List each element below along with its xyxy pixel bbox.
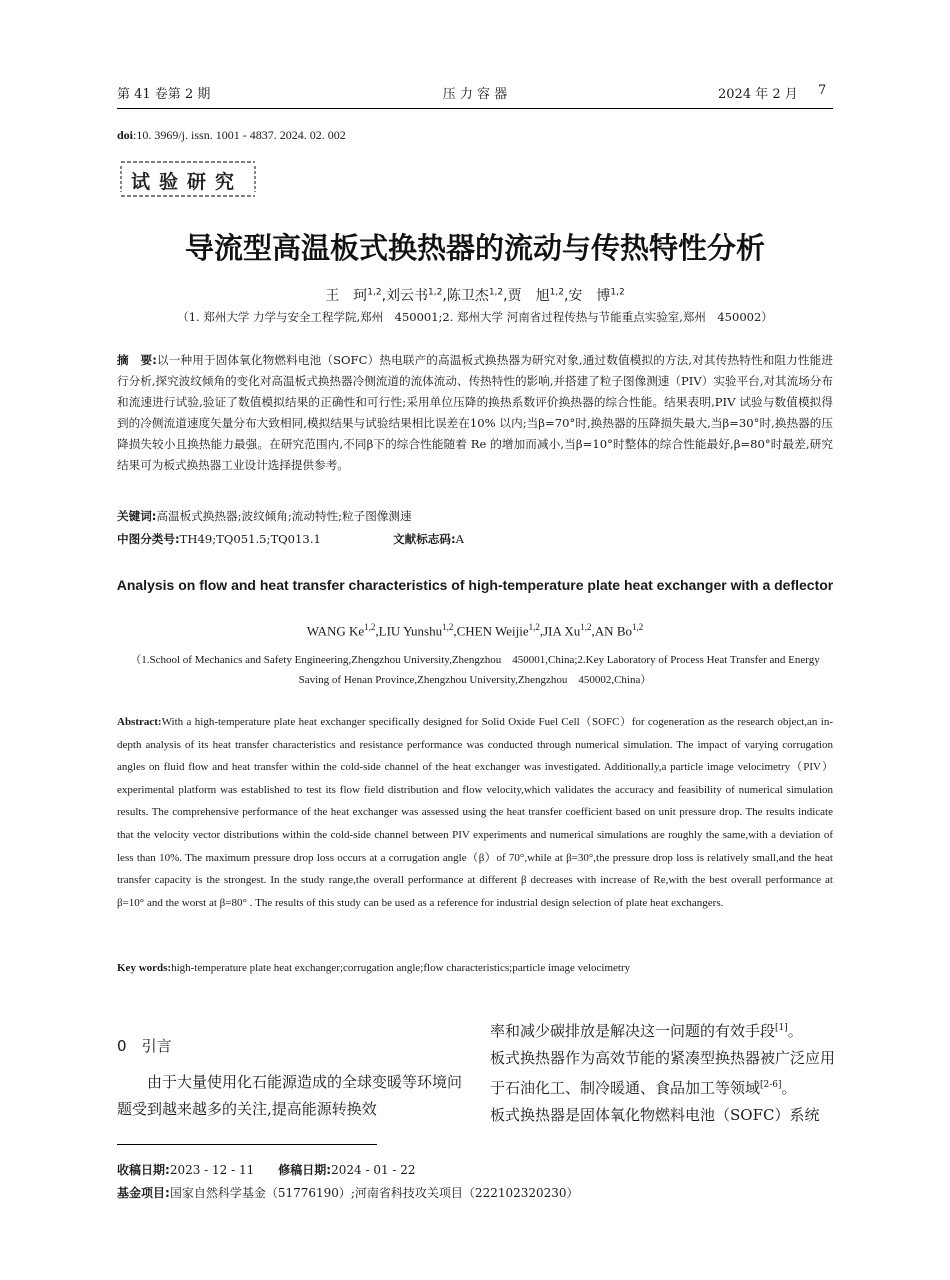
keywords-en-text: high-temperature plate heat exchanger;corrugation angle;flow characteristics;particle image velocimetry	[171, 962, 631, 974]
doc-code-value: A	[455, 532, 464, 546]
funding-value: 国家自然科学基金（51776190）;河南省科技攻关项目（222102320230）	[169, 1186, 579, 1200]
author-5: ,安 博	[563, 288, 611, 304]
abstract-cn-text: 以一种用于固体氧化物燃料电池（SOFC）热电联产的高温板式换热器为研究对象,通过数值模拟的方法,对其传热特性和阻力性能进行分析,探究波纹倾角的变化对高温板式换热器冷侧流道的流体流动、传热特性的影响,并搭建了粒子图像测速（PIV）实验平台,对其流场分布和流速进行试验,验证了数值模拟结果的正确性和可行性;采用单位压降的换热系数评价换热器的综合性能。结果表明,PIV 试验与数值模拟得到的冷侧流道速度矢量分布大致相同,模拟结果与试验结果相比误差在10% 以内;当β=70°时,换热器的压降损失最大,当β=30°时,换热器的压降损失较小且换热能力最强。在研究范围内,不同β下的综合性能随着 Re 的增加而减小,当β=10°时整体的综合性能最好,β=80°时最差,研究结果可为板式换热器工业设计选择提供参考。	[117, 353, 833, 472]
header-page-number: 7	[818, 83, 827, 98]
section-title: 引言	[141, 1037, 172, 1055]
modified-value: 2024 - 01 - 22	[331, 1163, 416, 1177]
keywords-en	[117, 957, 833, 980]
author-3: ,陈卫杰	[442, 288, 489, 304]
abstract-en-label: Abstract:	[117, 716, 162, 728]
abstract-cn	[117, 350, 833, 476]
author-2: ,刘云书	[381, 288, 429, 304]
citation-ref: [1]	[775, 1023, 788, 1033]
author-en-5: ,AN Bo	[591, 623, 632, 639]
intro-right-end-2: 。	[781, 1079, 797, 1097]
keywords-cn	[117, 508, 412, 524]
footnote-dates	[117, 1161, 416, 1178]
footnote-rule	[117, 1144, 377, 1145]
authors-en	[0, 622, 950, 639]
received-value: 2023 - 12 - 11	[169, 1163, 255, 1177]
column-badge	[117, 158, 259, 200]
header-date: 2024 年 2 月	[718, 87, 798, 102]
abstract-en-text: With a high-temperature plate heat exchanger specifically designed for Solid Oxide Fuel Cell（SOFC）for cogeneration as the research object,an in-depth analysis of its heat transfer characteristics and resistance performance was conducted through numerical simulation. The impact of varying corrugation angles on fluid flow and heat transfer within the cold-side channel of the heat exchanger was investigated. Additionally,a particle image velocimetry（PIV）experimental platform was established to test its flow field distribution and flow velocity,which validates the accuracy and feasibility of numerical simulation results. The comprehensive performance of the heat exchanger was assessed using the heat transfer coefficient based on unit pressure drop. The results indicate that the velocity vector distributions within the cold-side channel between PIV experiments and numerical simulations are roughly the same,with a deviation of less than 10%. The maximum pressure drop loss occurs at a corrugation angle（β）of 70°,while at β=30°,the pressure drop loss is relatively small,and the heat transfer capacity is the strongest. In the study range,the overall performance at different β decreases with increase of Re,with the best overall performance at β=10° and the worst at β=80° . The results of this study can be used as a reference for industrial design selection of plate heat exchangers.	[117, 716, 833, 909]
modified-label: 修稿日期:	[278, 1163, 332, 1177]
paper-title-en: Analysis on flow and heat transfer characteristics of high-temperature plate heat exchanger with a deflector	[116, 577, 834, 593]
doc-code-line	[393, 531, 464, 547]
intro-left-column: 由于大量使用化石能源造成的全球变暖等环境问题受到越来越多的关注,提高能源转换效	[117, 1073, 463, 1118]
author-sup: 1,2	[364, 622, 376, 632]
affiliation-cn: （1. 郑州大学 力学与安全工程学院,郑州 450001;2. 郑州大学 河南省过程传热与节能重点实验室,郑州 450002）	[177, 310, 773, 324]
clc-label: 中图分类号:	[117, 532, 180, 546]
intro-right-text-2: 板式换热器作为高效节能的紧凑型换热器被广泛应用于石油化工、制冷暖通、食品加工等领域	[490, 1049, 836, 1097]
author-sup: 1,2	[488, 287, 504, 298]
author-sup: 1,2	[442, 622, 454, 632]
paper-title-cn: 导流型高温板式换热器的流动与传热特性分析	[184, 231, 765, 265]
author-sup: 1,2	[528, 622, 540, 632]
doc-code-label: 文献标志码:	[393, 532, 456, 546]
intro-right-text-1: 率和减少碳排放是解决这一问题的有效手段	[490, 1022, 776, 1040]
keywords-cn-text: 高温板式换热器;波纹倾角;流动特性;粒子图像测速	[156, 509, 412, 523]
doi-label: doi	[117, 128, 134, 142]
author-sup: 1,2	[632, 622, 644, 632]
badge-text: 试验研究	[131, 171, 244, 193]
keywords-en-label: Key words:	[117, 962, 172, 974]
intro-right-line-2	[490, 1045, 835, 1102]
section-number: 0	[117, 1037, 127, 1055]
section-heading	[117, 1035, 172, 1056]
intro-right-line-3: 板式换热器是固体氧化物燃料电池（SOFC）系统	[490, 1106, 820, 1124]
clc-value: TH49;TQ051.5;TQ013.1	[179, 532, 321, 546]
received-label: 收稿日期:	[117, 1163, 170, 1177]
abstract-cn-label: 摘 要:	[117, 353, 157, 367]
funding-label: 基金项目:	[117, 1186, 170, 1200]
intro-right-end-1: 。	[787, 1022, 803, 1040]
keywords-cn-label: 关键词:	[117, 509, 157, 523]
author-en-2: ,LIU Yunshu	[375, 623, 443, 639]
author-sup: 1,2	[428, 287, 443, 298]
author-1: 王 珂	[325, 288, 368, 304]
affiliation-en: （1.School of Mechanics and Safety Engineering,Zhengzhou University,Zhengzhou 450001,China;2.Key Laboratory of Process Heat Transfer and Energy Saving of Henan Province,Zhengzhou University,Zhengzhou 450002,China）	[130, 654, 820, 686]
intro-right-line-1	[490, 1015, 835, 1045]
header-rule	[117, 108, 833, 109]
author-en-4: ,JIA Xu	[539, 623, 581, 639]
author-en-1: WANG Ke	[306, 623, 365, 639]
intro-right-column	[490, 1015, 835, 1129]
citation-ref: [2-6]	[760, 1080, 782, 1090]
footnote-funding	[117, 1184, 579, 1201]
author-en-3: ,CHEN Weijie	[453, 623, 529, 639]
authors-cn	[0, 285, 950, 305]
abstract-en	[117, 711, 833, 914]
author-sup: 1,2	[580, 622, 592, 632]
author-sup: 1,2	[549, 287, 564, 298]
doi-value: :10. 3969/j. issn. 1001 - 4837. 2024. 02. 002	[133, 128, 346, 142]
author-sup: 1,2	[367, 287, 382, 298]
header-volume-issue: 第 41 卷第 2 期	[117, 87, 211, 102]
classification-line	[117, 531, 321, 547]
author-4: ,贾 旭	[503, 288, 550, 304]
author-sup: 1,2	[610, 287, 625, 298]
doi-line	[117, 128, 346, 143]
header-journal-name: 压 力 容 器	[442, 87, 508, 102]
